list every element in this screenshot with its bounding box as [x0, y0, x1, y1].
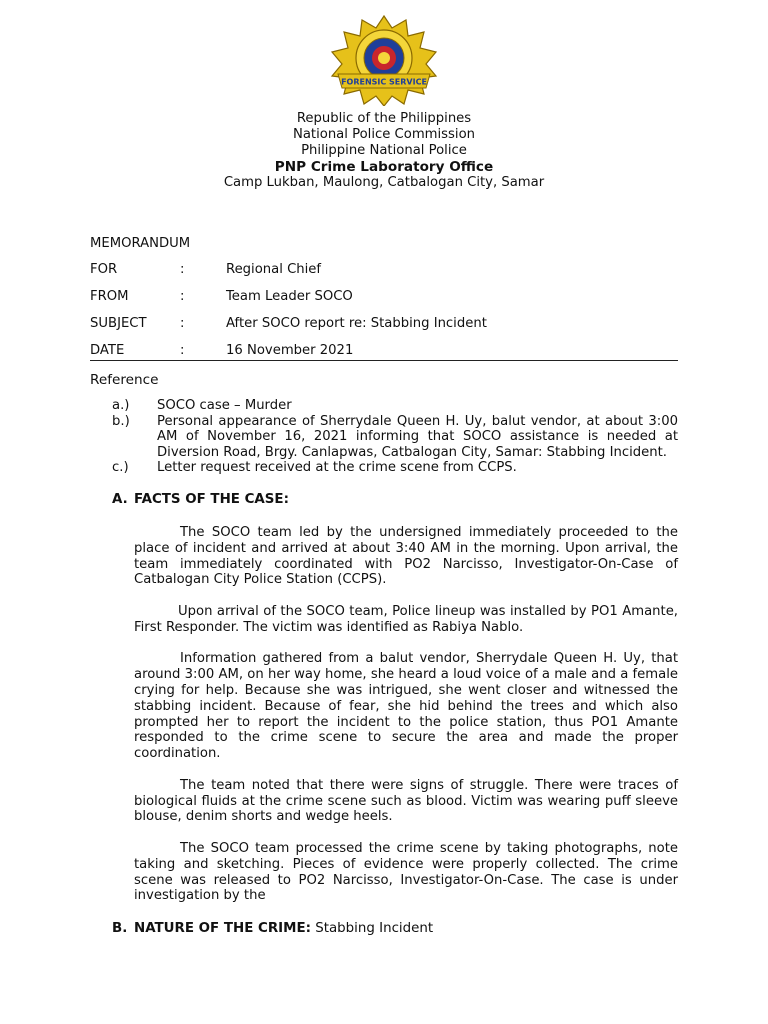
reference-text: Letter request received at the crime scene from CCPS.: [157, 460, 517, 476]
memo-sep: :: [180, 343, 185, 358]
header-line-napolcom: National Police Commission: [292, 127, 476, 142]
section-a-heading: [112, 492, 289, 507]
memo-title: MEMORANDUM: [90, 236, 191, 251]
memo-row-for: [90, 262, 680, 280]
memo-value: 16 November 2021: [226, 343, 354, 358]
reference-label: c.): [112, 460, 129, 476]
section-letter: B.: [112, 921, 128, 936]
reference-label: a.): [112, 398, 130, 413]
section-letter: A.: [112, 492, 128, 507]
memo-row-from: [90, 289, 680, 307]
reference-title: Reference: [90, 372, 159, 388]
paragraph: Information gathered from a balut vendor, Sherrydale Queen H. Uy, that around 3:00 AM, on her way home, she heard a loud voice of a male and a female crying for help. Because she was intrigued, she went closer and witnessed the stabbing incident. Because of fear, she hid behind the trees and which also prompted her to report the incident to the police station, thus PO1 Amante responded to the crime scene to secure the area and made the proper coordination.: [134, 651, 678, 762]
reference-text: Personal appearance of Sherrydale Queen H. Uy, balut vendor, at about 3:00 AM of November 16, 2021 informing that SOCO assistance is needed at Diversion Road, Brgy. Canlapwas, Catbalogan City, Samar: Stabbing Incident.: [157, 413, 678, 460]
letterhead: [0, 111, 768, 191]
section-title: NATURE OF THE CRIME:: [134, 921, 311, 936]
memo-key: DATE: [90, 343, 125, 358]
memo-sep: :: [180, 289, 185, 304]
logo-banner-text: FORENSIC SERVICE: [341, 77, 427, 87]
section-title: FACTS OF THE CASE:: [134, 492, 289, 507]
header-address: Camp Lukban, Maulong, Catbalogan City, Samar: [223, 175, 545, 190]
reference-list: [112, 398, 678, 476]
horizontal-divider: [90, 360, 678, 361]
list-item: [112, 460, 678, 476]
forensic-service-logo: [328, 14, 440, 106]
memo-value: Regional Chief: [226, 262, 322, 277]
nature-of-crime-value: Stabbing Incident: [315, 921, 434, 936]
paragraph: The SOCO team led by the undersigned immediately proceeded to the place of incident and arrived at about 3:40 AM in the morning. Upon arrival, the team immediately coordinated with PO2 Narcisso, Investigator-On-Case of Catbalogan City Police Station (CCPS).: [134, 525, 678, 588]
paragraph: Upon arrival of the SOCO team, Police lineup was installed by PO1 Amante, First Responder. The victim was identified as Rabiya Nablo.: [134, 603, 678, 635]
header-office: PNP Crime Laboratory Office: [274, 159, 494, 175]
memo-key: FOR: [90, 262, 118, 277]
memo-row-subject: [90, 316, 680, 334]
memo-sep: :: [180, 262, 185, 277]
memo-key: SUBJECT: [90, 316, 147, 331]
paragraph: The team noted that there were signs of struggle. There were traces of biological fluids at the crime scene such as blood. Victim was wearing puff sleeve blouse, denim shorts and wedge heels.: [134, 777, 678, 825]
memo-sep: :: [180, 316, 185, 331]
reference-text: SOCO case – Murder: [157, 398, 292, 413]
facts-of-case-body: [134, 525, 678, 920]
header-line-republic: Republic of the Philippines: [296, 111, 472, 126]
memo-key: FROM: [90, 289, 129, 304]
reference-label: b.): [112, 413, 130, 429]
list-item: [112, 414, 678, 461]
header-line-pnp: Philippine National Police: [301, 143, 467, 158]
section-b-heading: [112, 921, 433, 936]
memo-value: Team Leader SOCO: [226, 289, 353, 304]
memo-row-date: [90, 343, 680, 361]
paragraph: The SOCO team processed the crime scene by taking photographs, note taking and sketching. Pieces of evidence were properly collected. The crime scene was released to PO2 Narcisso, Investigator-On-Case. The case is under investigation by the: [134, 840, 678, 904]
memo-value: After SOCO report re: Stabbing Incident: [226, 316, 487, 331]
list-item: [112, 398, 678, 414]
